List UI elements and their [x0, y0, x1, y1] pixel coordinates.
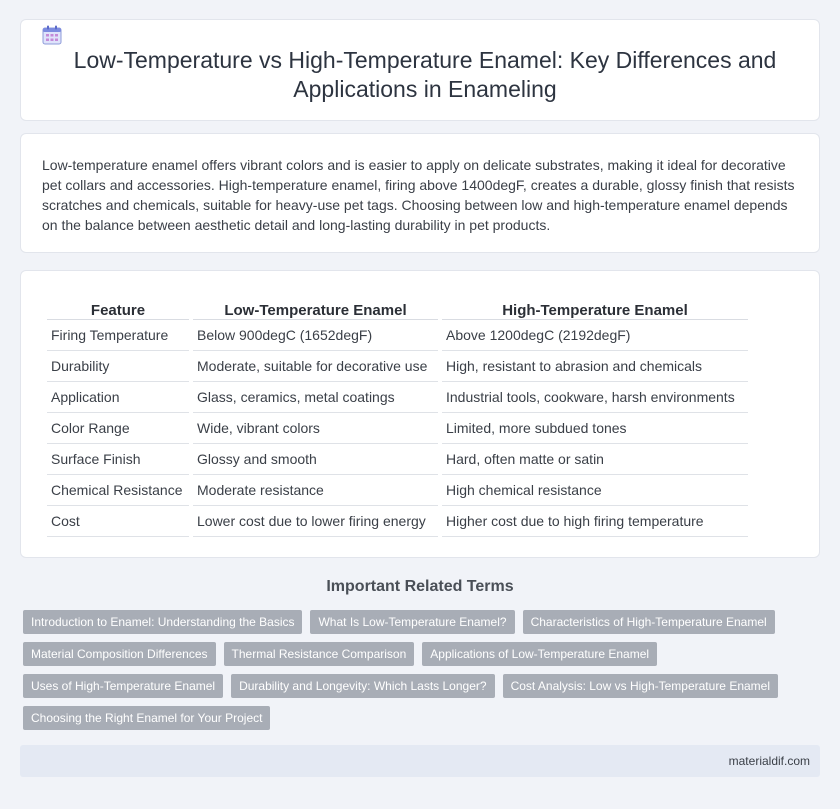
column-header-feature: Feature: [47, 298, 189, 320]
table-cell: Lower cost due to lower firing energy: [193, 506, 438, 537]
related-term-link[interactable]: Choosing the Right Enamel for Your Project: [23, 706, 270, 730]
intro-paragraph: Low-temperature enamel offers vibrant colors and is easier to apply on delicate substrates, making it ideal for decorative pet collars and accessories. High-temperature enamel, firing above 1400degF, creates a durable, glossy finish that resists scratches and chemicals, suitable for heavy-use pet tags. Choosing between low and high-temperature enamel depends on the balance between aesthetic detail and long-lasting durability in pet products.: [42, 157, 795, 233]
table-cell: Moderate, suitable for decorative use: [193, 351, 438, 382]
related-term-link[interactable]: Durability and Longevity: Which Lasts Longer?: [231, 674, 494, 698]
table-cell: Color Range: [47, 413, 189, 444]
table-cell: Limited, more subdued tones: [442, 413, 748, 444]
table-row: [47, 320, 748, 351]
related-term-link[interactable]: Applications of Low-Temperature Enamel: [422, 642, 657, 666]
table-cell: Application: [47, 382, 189, 413]
table-cell: Surface Finish: [47, 444, 189, 475]
calendar-grid-icon: [41, 24, 63, 46]
related-term-link[interactable]: Cost Analysis: Low vs High-Temperature Enamel: [503, 674, 778, 698]
column-header-high-temp: High-Temperature Enamel: [442, 298, 748, 320]
table-cell: Industrial tools, cookware, harsh environments: [442, 382, 748, 413]
site-name[interactable]: materialdif.com: [728, 754, 810, 768]
table-row: [47, 413, 748, 444]
table-cell: Glossy and smooth: [193, 444, 438, 475]
related-terms-list: [23, 610, 803, 730]
related-term-link[interactable]: Characteristics of High-Temperature Enamel: [523, 610, 775, 634]
related-term-link[interactable]: What Is Low-Temperature Enamel?: [310, 610, 514, 634]
column-header-low-temp: Low-Temperature Enamel: [193, 298, 438, 320]
table-cell: Hard, often matte or satin: [442, 444, 748, 475]
table-cell: Firing Temperature: [47, 320, 189, 351]
table-cell: Above 1200degC (2192degF): [442, 320, 748, 351]
related-terms-heading: Important Related Terms: [326, 578, 514, 595]
related-term-link[interactable]: Uses of High-Temperature Enamel: [23, 674, 223, 698]
table-cell: High chemical resistance: [442, 475, 748, 506]
related-term-link[interactable]: Thermal Resistance Comparison: [224, 642, 415, 666]
table-row: [47, 475, 748, 506]
table-cell: Glass, ceramics, metal coatings: [193, 382, 438, 413]
table-row: [47, 444, 748, 475]
table-cell: Higher cost due to high firing temperature: [442, 506, 748, 537]
comparison-card: [20, 270, 820, 558]
footer: [20, 745, 820, 777]
table-cell: Durability: [47, 351, 189, 382]
comparison-table: [43, 298, 752, 537]
table-row: [47, 506, 748, 537]
table-cell: Below 900degC (1652degF): [193, 320, 438, 351]
table-cell: Cost: [47, 506, 189, 537]
related-term-link[interactable]: Material Composition Differences: [23, 642, 216, 666]
table-row: [47, 382, 748, 413]
table-row: [47, 351, 748, 382]
table-header-row: [47, 298, 748, 320]
table-cell: Wide, vibrant colors: [193, 413, 438, 444]
related-term-link[interactable]: Introduction to Enamel: Understanding the Basics: [23, 610, 302, 634]
page-title: Low-Temperature vs High-Temperature Enamel: Key Differences and Applications in Enameling: [73, 47, 777, 102]
intro-card: [20, 133, 820, 253]
table-cell: Chemical Resistance: [47, 475, 189, 506]
title-card: [20, 19, 820, 121]
table-cell: Moderate resistance: [193, 475, 438, 506]
table-cell: High, resistant to abrasion and chemicals: [442, 351, 748, 382]
